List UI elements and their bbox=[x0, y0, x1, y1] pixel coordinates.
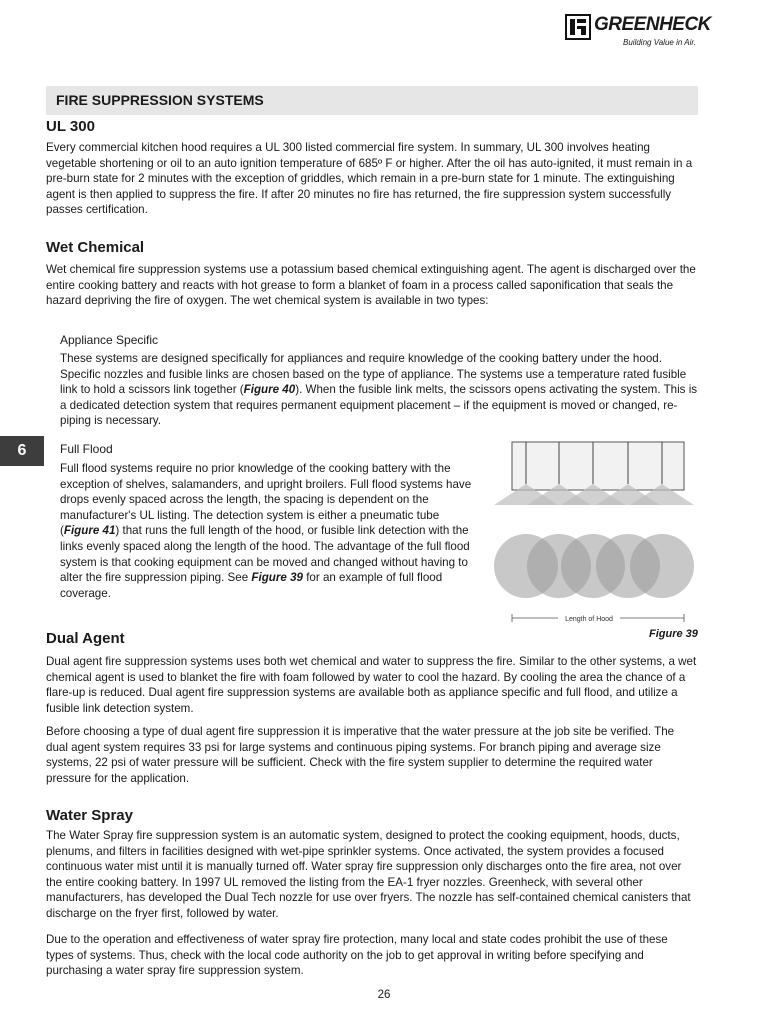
appliance-specific-text: These systems are designed specifically for appliances and require knowledge of the cooking battery under the hood. Specific nozzles and fusible links are chosen based on the type of appliance. The systems use a temperature rated fusible link to hold a scissors link together (Figure 40). When the fusible link melts, the scissors opens activating the system. This is a dedicated detection system that requires permanent equipment placement – if the equipment is moved or changed, re-piping is necessary. bbox=[60, 352, 698, 428]
ul300-heading: UL 300 bbox=[46, 118, 95, 135]
water-spray-heading: Water Spray bbox=[46, 807, 133, 824]
ul300-text: Every commercial kitchen hood requires a UL 300 listed commercial fire system. In summary, UL 300 involves heating vegetable shortening or oil to an auto ignition temperature of 685º F or higher. After the oil has auto-ignited, it must remain in a pre-burn state for 2 minutes with the exception of griddles, which remain in a pre-burn state for 1 minute. The extinguishing agent is then applied to suppress the fire. If after 20 minutes no fire has returned, the fire suppression system successfully passes certification. bbox=[46, 141, 693, 217]
logo-tagline: Building Value in Air. bbox=[623, 38, 696, 47]
dual-agent-text-1: Dual agent fire suppression systems uses both wet chemical and water to suppress the fire. Similar to the other systems, a wet chemical agent is used to blanket the fire with foam followed by water to cool the hazard. By cooling the area the chance of a flare-up is reduced. Dual agent fire suppression systems are available both as appliance specific and full flood, and utilize a fusible link detection system. bbox=[46, 655, 697, 715]
figure-39-ref: Figure 39 bbox=[251, 571, 303, 585]
dual-agent-text-2: Before choosing a type of dual agent fire suppression it is imperative that the water pressure at the job site be verified. The dual agent system requires 33 psi for large systems and continuous piping systems. For branch piping and average size systems, 22 psi of water pressure will be sufficient. Check with the fire system supplier to determine the required water pressure for the application. bbox=[46, 725, 675, 785]
water-spray-text-1: The Water Spray fire suppression system is an automatic system, designed to protect the cooking equipment, hoods, ducts, plenums, and filters in facilities designed with wet-pipe sprinkler systems. Once activated, the system provides a focused continuous water mist until it is manually turned off. Water spray fire suppression only discharges onto the fire area, not over the entire cooking battery. In 1997 UL removed the listing from the EA-1 fryer nozzles. Greenheck, with several other manufacturers, has developed the Dual Tech nozzle for use over fryers. The nozzle has self-contained chemical canisters that discharge on the fryer first, followed by water. bbox=[46, 829, 691, 920]
wet-chemical-text: Wet chemical fire suppression systems use a potassium based chemical extinguishing agent. The agent is discharged over the entire cooking battery and reacts with hot grease to form a blanket of foam in a process called saponification that seals the hazard depriving the fire of oxygen. The wet chemical system is available in two types: bbox=[46, 263, 696, 308]
logo-brand: GREENHECK bbox=[594, 14, 711, 35]
full-flood-text: Full flood systems require no prior knowledge of the cooking battery with the exception of shelves, salamanders, and upright broilers. Full flood systems have drops evenly spaced across the length, the spacing is dependent on the manufacturer's UL listing. The detection system is either a pneumatic tube (Figure 41) that runs the full length of the hood, or fusible link detection with the links evenly spaced along the length of the hood. The advantage of the full flood system is that cooking equipment can be moved and changed without having to alter the fire suppression piping. See Figure 39 for an example of full flood coverage. bbox=[60, 462, 472, 600]
water-spray-text-2: Due to the operation and effectiveness of water spray fire protection, many local and state codes prohibit the use of these types of systems. Thus, check with the local code authority on the job to get approval in writing before specifying and purchasing a water spray fire suppression system. bbox=[46, 933, 668, 978]
greenheck-logo bbox=[565, 10, 711, 50]
full-flood-title: Full Flood bbox=[60, 442, 113, 456]
appliance-specific-title: Appliance Specific bbox=[60, 333, 159, 347]
dual-agent-heading: Dual Agent bbox=[46, 630, 125, 647]
figure-41-ref: Figure 41 bbox=[63, 524, 116, 538]
page-number: 26 bbox=[377, 989, 391, 1001]
section-header bbox=[46, 86, 698, 115]
greenheck-logo-icon bbox=[565, 14, 591, 40]
section-title: FIRE SUPPRESSION SYSTEMS bbox=[56, 92, 264, 108]
figure-39-caption: Figure 39 bbox=[649, 628, 698, 640]
full-flood-diagram bbox=[492, 440, 702, 630]
figure-40-ref: Figure 40 bbox=[243, 383, 296, 397]
length-of-hood-label: Length of Hood bbox=[565, 616, 613, 623]
chapter-tab: 6 bbox=[0, 436, 44, 466]
wet-chemical-heading: Wet Chemical bbox=[46, 239, 145, 256]
